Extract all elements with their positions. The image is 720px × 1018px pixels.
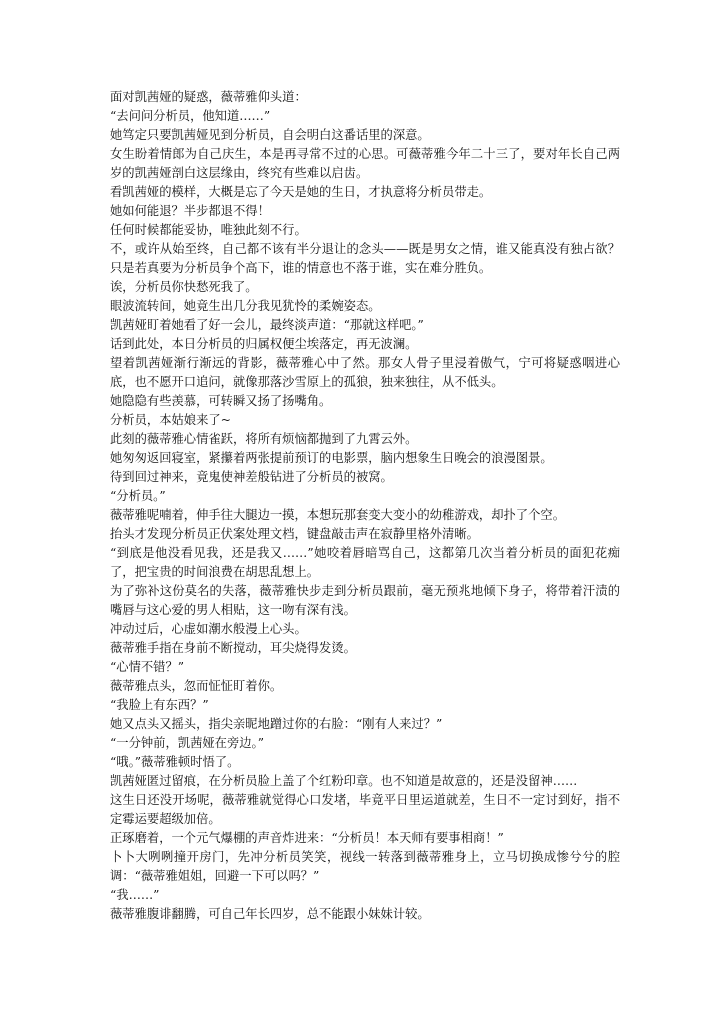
paragraph: 她又点头又摇头，指尖亲昵地蹭过你的右脸：“刚有人来过？” (110, 717, 443, 731)
paragraph: 薇蒂雅腹诽翻腾，可自己年长四岁，总不能跟小妹妹计较。 (110, 907, 430, 921)
paragraph: 这生日还没开场呢，薇蒂雅就觉得心口发堵，毕竟平日里运道就差，生日不一定讨到好，指不定霉运要超级加倍。 (110, 793, 620, 826)
paragraph: “哦。”薇蒂雅顿时悟了。 (110, 755, 240, 769)
paragraph: “到底是他没看见我，还是我又……”她咬着唇暗骂自己，这都第几次当着分析员的面犯花痴了，把宝贵的时间浪费在胡思乱想上。 (110, 546, 620, 579)
paragraph: 她如何能退？半步都退不得！ (110, 204, 270, 218)
paragraph: 她匆匆返回寝室，紧攥着两张提前预订的电影票，脑内想象生日晚会的浪漫图景。 (110, 451, 553, 465)
paragraph: 任何时候都能妥协，唯独此刻不行。 (110, 223, 307, 237)
document-body (110, 88, 620, 924)
paragraph: 薇蒂雅呢喃着，伸手往大腿边一摸，本想玩那套变大变小的幼稚游戏，却扑了个空。 (110, 508, 565, 522)
paragraph: 她笃定只要凯茜娅见到分析员，自会明白这番话里的深意。 (110, 128, 430, 142)
paragraph: 女生盼着情郎为自己庆生，本是再寻常不过的心思。可薇蒂雅今年二十三了，要对年长自己两岁的凯茜娅剖白这层缘由，终究有些难以启齿。 (110, 147, 620, 180)
paragraph: 薇蒂雅手指在身前不断搅动，耳尖烧得发烫。 (110, 641, 356, 655)
paragraph: 抬头才发现分析员正伏案处理文档，键盘敲击声在寂静里格外清晰。 (110, 527, 479, 541)
paragraph: 卜卜大咧咧撞开房门，先冲分析员笑笑，视线一转落到薇蒂雅身上，立马切换成惨兮兮的腔调：“薇蒂雅姐姐，回避一下可以吗？” (110, 850, 620, 883)
paragraph: 此刻的薇蒂雅心情雀跃，将所有烦恼都抛到了九霄云外。 (110, 432, 418, 446)
paragraph: 分析员，本姑娘来了~ (110, 413, 231, 427)
paragraph: “我……” (110, 888, 160, 902)
paragraph: 冲动过后，心虚如潮水般漫上心头。 (110, 622, 307, 636)
paragraph: 望着凯茜娅渐行渐远的背影，薇蒂雅心中了然。那女人骨子里浸着傲气，宁可将疑惑咽进心底，也不愿开口追问，就像那落沙雪原上的孤狼，独来独往，从不低头。 (110, 356, 620, 389)
paragraph: 看凯茜娅的模样，大概是忘了今天是她的生日，才执意将分析员带走。 (110, 185, 492, 199)
paragraph: 不，或许从始至终，自己都不该有半分退让的念头——既是男女之情，谁又能真没有独占欲？只是若真要为分析员争个高下，谁的情意也不落于谁，实在难分胜负。 (110, 242, 620, 275)
paragraph: 诶，分析员你快愁死我了。 (110, 280, 258, 294)
paragraph: 凯茜娅匿过留痕，在分析员脸上盖了个红粉印章。也不知道是故意的，还是没留神…… (110, 774, 578, 788)
paragraph: 正琢磨着，一个元气爆棚的声音炸进来：“分析员！本天师有要事相商！” (110, 831, 504, 845)
paragraph: 为了弥补这份莫名的失落，薇蒂雅快步走到分析员跟前，毫无预兆地倾下身子，将带着汗渍的嘴唇与这心爱的男人相贴，这一吻有深有浅。 (110, 584, 620, 617)
paragraph: 她隐隐有些羡慕，可转瞬又扬了扬嘴角。 (110, 394, 332, 408)
paragraph: 凯茜娅盯着她看了好一会儿，最终淡声道：“那就这样吧。” (110, 318, 424, 332)
paragraph: 薇蒂雅点头，忽而怔怔盯着你。 (110, 679, 283, 693)
paragraph: 话到此处，本日分析员的归属权便尘埃落定，再无波澜。 (110, 337, 418, 351)
paragraph: “我脸上有东西？” (110, 698, 209, 712)
paragraph: “心情不错？” (110, 660, 185, 674)
paragraph: “去问问分析员，他知道……” (110, 109, 271, 123)
paragraph: “分析员。” (110, 489, 166, 503)
paragraph: 面对凯茜娅的疑惑，薇蒂雅仰头道： (110, 90, 307, 104)
paragraph: 眼波流转间，她竟生出几分我见犹怜的柔婉姿态。 (110, 299, 381, 313)
paragraph: “一分钟前，凯茜娅在旁边。” (110, 736, 264, 750)
paragraph: 待到回过神来，竟鬼使神差般钻进了分析员的被窝。 (110, 470, 393, 484)
